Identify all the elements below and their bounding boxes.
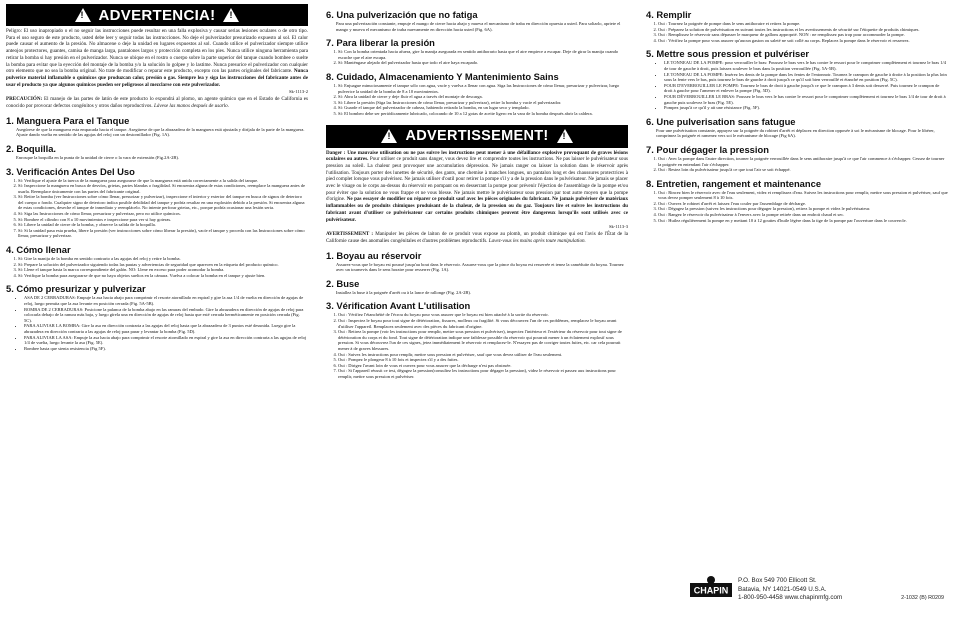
middle-column bbox=[326, 4, 628, 380]
bullet-item: • Bombee hasta que sienta resistencia (Fig 5F). bbox=[24, 346, 308, 352]
step-item: 1. Oui : Tournez la poignée de pompe dans le sens antihoraire et retirez la pompe. bbox=[658, 21, 948, 27]
step-item: 2. Oui : Inspectez le boyau pour tout signe de détérioration, fissures, molleux ou fragilité. Si vous découvrez l'un de ces problèmes, remplacez le boyau avant d'utiliser l'appareil. Remplacez seulement avec des pièces du fabricant d'origine. bbox=[338, 318, 628, 329]
spanish-warning-title: ADVERTENCIA! bbox=[98, 6, 216, 24]
bullet-list bbox=[6, 295, 308, 351]
section-heading: 1. Boyau au réservoir bbox=[326, 249, 422, 261]
step-item: 6. Oui : Dirigez l'avant loin de vous et ouvrez pour vous assurer que la décharge n'est pas obstruée. bbox=[338, 363, 628, 369]
step-item: 2. Sí: Inspeccione la manguera en busca de desvíos, grietas, partes blandas o fragilidad. Si encuentra alguna de estas condiciones, reemplace la manguera antes de usarla. Reemplace únicamente con las partes del fabricante original. bbox=[18, 183, 308, 194]
address-line-1: P.O. Box 549 700 Ellicott St. bbox=[738, 577, 817, 584]
bullet-item: • Pompez jusqu'à ce qu'il y ait une résistance (Fig. 5F). bbox=[664, 105, 948, 111]
numbered-steps bbox=[326, 49, 628, 66]
section-heading: 4. Remplir bbox=[646, 9, 692, 20]
spanish-warning-body: Peligro: El uso inapropiado o el no seguir las instrucciones puede resultar en una falla explosiva y causar serias lesiones oculares o de otro tipo. Para el uso seguro de este producto, usted debe leer y seguir todas las instrucciones. No deje el pulverizador presurizado expuesto al sol. El calor puede causar el aumento de la presión. No almacene o deje la unidad en lugares expuestos al sol. Cuando utilice el pulverizador siempre utilice anteojos protectores, guantes, camisa de manga larga, pantalones largos y protección completa en los pies. Nunca utilice ninguna herramienta para retirar la bomba si hay presión en el pulverizador. Nunca se ubique en el rostro o cuerpo sobre la parte superior del tanque cuando bombee o suelte la bomba para evitar que la eyección del montaje de la bomba y/o la solución lo golpee y lo lastime. Nunca presurice el pulverizador con cualquier otro elemento que no sea la bomba original. No trate de modificar o reparar este producto, excepto con las partes originales del fabricante. bbox=[6, 28, 308, 75]
section-heading: 1. Manguera Para el Tanque bbox=[6, 114, 130, 126]
step-item: 5. Oui : Huilez régulièrement la pompe en y mettant 10 à 12 gouttes d'huile légère dans la tige de la pompe par l'ouverture dans le couvercle. bbox=[658, 218, 948, 224]
spanish-column bbox=[6, 4, 308, 351]
section-heading: 5. Cómo presurizar y pulverizar bbox=[6, 283, 146, 295]
french-warning-bold: Ne pas essayer de modifier ou réparer ce produit sauf avec les pièces originales du fabricant. Ne jamais pulvériser de matériaux inflammables ou de produits chimiques produisant de la chaleur, de la pression ou du gaz. Toujours lire et suivre les instructions du fabricant avant d'utiliser ce pulvérisateur car certains produits chimiques peuvent être dangereux lorsqu'ils sont utilisés avec ce pulvérisateur. bbox=[326, 196, 628, 223]
section-heading: 6. Une pulverisation sans fatugue bbox=[646, 115, 796, 127]
phone-website: 1-800-950-4458 www.chapinmfg.com bbox=[738, 594, 843, 602]
section-heading: 2. Boquilla. bbox=[6, 142, 57, 154]
step-item: 4. Oui : Vérifiez la pompe pour vous assurer qu'aucun gaston ou saleté ne soit collé au corps. Replacez la pompe dans le réservoir et resserrez. bbox=[658, 38, 948, 44]
spanish-warning-text bbox=[6, 28, 308, 88]
spanish-precaution bbox=[6, 96, 308, 109]
precaution-text: El manejo de las partes de latón de este producto lo expondrá al plomo, un agente químico que en el Estado de California es conocido por provocar defectos congénitos y otros daños reproductivos. bbox=[6, 96, 308, 110]
step-item: 7. Oui : Si l'appareil réussit ce test, dégagez la pression(consultez les instructions pour dégager la pression), videz le réservoir et passez aux instructions pour remplir, mettre sous pression et pulvériser. bbox=[338, 368, 628, 379]
warning-triangle-icon bbox=[557, 129, 573, 143]
numbered-steps bbox=[6, 178, 308, 240]
step-item: 3. Sí: Libere la presión (Siga las Instrucciones de cómo llenar, presurizar y pulverizar), retire la bomba y vacíe el pulverizador. bbox=[338, 100, 628, 106]
french-column-continued bbox=[646, 4, 948, 223]
step-item: 3. Oui : Dégagez la pression (suivez les instructions pour dégager la pression), retirez la pompe et videz le pulvérisateur. bbox=[658, 206, 948, 212]
french-warning-lead: Danger : Une mauvaise utilisation ou ne pas suivre les instructions peut mener à une défaillance explosive provoquant de graves lésions oculaires ou autres. bbox=[326, 149, 628, 163]
bullet-item: • BOMBA DE 2 CERRADURAS: Posicione la palanca de la bomba abajo en las ranuras del embudo. Gire la abrazadera en dirección de agujas de reloj para colocarla debajo de la ranura más baja, y luego gírela una en dirección de agujas de reloj hasta que esté cerrada herméticamente en posición cerrada (Fig. 5C). bbox=[24, 307, 308, 324]
step-item: 1. Oui : Rincez bien le réservoir avec de l'eau seulement, videz et remplissez d'eau. Suivez les instructions pour remplir, mettre sous pression et pulvériser, sauf que vous devez pomper seulement 8 à 10 fois. bbox=[658, 190, 948, 201]
section-heading: 3. Vérification Avant L'utilisation bbox=[326, 300, 471, 312]
section-heading: 4. Cómo llenar bbox=[6, 244, 71, 256]
numbered-steps bbox=[646, 190, 948, 224]
bullet-item: • PARA ALIVIAR LA BOMBA: Gire la asa en dirección contraria a las agujas del reloj hasta que la abrazadera de 3 puntos esté desunida. Luego gire la abrazadera en dirección contraria a las agujas de reloj para parar y levantar la bomba (Fig. 5D). bbox=[24, 323, 308, 334]
warning-triangle-icon bbox=[75, 8, 91, 22]
french-sections bbox=[326, 250, 628, 380]
spanish-sections bbox=[6, 115, 308, 352]
step-item: 1. Sí: Verifique el ajuste de la tuerca de la manguera para asegurarse de que la manguera está unida correctamente a la salida del tanque. bbox=[18, 178, 308, 184]
section-heading: 7. Pour dégager la pression bbox=[646, 143, 769, 155]
spanish-sections-continued bbox=[326, 9, 628, 117]
french-avertissement bbox=[326, 231, 628, 244]
step-item: 4. Sí: Siga las Instrucciones de cómo llenar, presurizar y pulverizar, pero no utilice químicos. bbox=[18, 211, 308, 217]
spanish-warning-code: Sk-1113-2 bbox=[288, 89, 308, 95]
section-body: Asegúrese de que la manguera esta empacada hacia el tanque. Asegúrese de que la abrazadera de la manguera está ajustada y diríjala de la parte de la manguera. Ajuste dando vuelta en sentido de las agujas del reloj con un destornillador (Fig. 1A). bbox=[16, 126, 305, 138]
step-item: 2. Oui : Ouvrez le robinet d'arrêt et laissez l'eau couler par l'assemblage de décharge. bbox=[658, 201, 948, 207]
step-item: 3. Sí: Retire la bomba (ver Instrucciones sobre cómo llenar, presurizar y pulverizar), inspeccione el interior y exterior del tanque en busca de signos de deterioro del cuerpo o fondo. Cualquier signo de deterioro indica posible debilidad del tanque y podría resultar en una explosión debido a la presión. Si encuentra alguna de estas condiciones, deseche el tanque de inmediato y reemplácelo. No intente perforar grietas, etc., porque podría ocasionar una lesión seria. bbox=[18, 194, 308, 211]
bullet-list bbox=[646, 60, 948, 110]
section-heading: 3. Verificación Antes Del Uso bbox=[6, 165, 135, 177]
step-item: 5. Oui : Pompez le plongeur 8 à 10 fois et inspectez s'il y a des fuites. bbox=[338, 357, 628, 363]
avertissement-text: Manipuler les pièces de laiton de ce produit vous expose au plomb, un produit chimique qui est l'avis de l'État de la Californie cause des anomalies congénitales et d'autres problèmes reproductifs. bbox=[326, 231, 628, 244]
logo-brand: CHAPIN bbox=[693, 585, 729, 596]
step-item: 2. Sí: Abra la unidad de cierre y deje fluir el agua a través del montaje de descarga. bbox=[338, 94, 628, 100]
bullet-item: • POUR D'EVERROUILLER LE POMPE: Tournez le bras de droit à gauche jusqu'à ce que le crampon à 3 dents soit desserré. Puis tournez le crampon de droit à gauche pour l'amener et enlever la pompe (Fig. 5D). bbox=[664, 83, 948, 94]
warning-triangle-icon bbox=[223, 8, 239, 22]
avertissement-note: Lavez-vous les mains après toute manipulation. bbox=[488, 237, 586, 244]
step-item: 1. Oui : Avec la pompe dans l'autre direction, tourner la poignée verrouillée dans le sens antihoraire jusqu'à ce que l'air commence à s'échapper. Cessez de tourner la poignée en entendant l'air s'échapper. bbox=[658, 156, 948, 167]
step-item: 2. Oui : Préparez la solution de pulvérisation en suivant toutes les instructions et les avertissements de sécurité sur l'étiquette de produits chimiques. bbox=[658, 27, 948, 33]
french-warning-body: Pour utiliser ce produit sans danger, vous devez lire et comprendre toutes les instructions. Ne pas laisser le pulvérisateur sous pression au soleil. La chaleur peut provoquer une accumulation dépression. Ne jamais ranger ou laisser la solution dans le réservoir après l'utilisation. Toujours porter des lunettes de sécurité, des gants, une chemise à manches longues, un pantalon long et des chaussures protectrices à pied complet lorsque vous pulvérisez. Ne jamais utiliser d'outil pour retirer la pompe s'il y a de la pression dans le pulvérisateur. Ne jamais se placer avec le visage ou le corps au-dessus du réservoir en pompant ou en desserrant la pompe pour prévenir l'éjection de l'assemblage de la pompe et/ou pour éviter que la solution ne vous frappe et ne vous blesse. Ne jamais mettre le pulvérisateur sous pression par tout autre moyen que la pompe d'origine. bbox=[326, 156, 628, 203]
bullet-item: • POUR DÉVERROUILLER LE BRAS: Poussez le bras vers le bas contre le ressort pour le comprimer complètement et tournez le bras 1/4 de tour de droit à gauche puis soulevez le bras (Fig. 5E). bbox=[664, 94, 948, 105]
section-body: Para una pulverización constante, empuje el mango de cierre hacia abajo y mueva el mecanismo de traba en dirección opuesta a usted. Para soltarlo, apriete el mango y mueva el mecanismo de traba nuevamente en dirección hacia usted (Fig. 6A). bbox=[336, 21, 621, 32]
step-item: 4. Sí: Verifique la bomba para asegurarse de que no haya objetos sueltos en la cámara. Vuelva a colocar la bomba en el tanque y ajuste bien. bbox=[18, 273, 308, 279]
precaution-label: PRECAUCIÓN: bbox=[6, 96, 43, 103]
step-item: 3. Sí: Llene el tanque hasta la marca correspondiente del galón. NO: Llene en exceso para poder acomodar la bomba. bbox=[18, 267, 308, 273]
section-heading: 6. Una pulverización que no fatiga bbox=[326, 9, 478, 20]
french-warning-title: ADVERTISSEMENT! bbox=[405, 128, 549, 145]
numbered-steps bbox=[646, 156, 948, 173]
numbered-steps bbox=[326, 83, 628, 117]
step-item: 2. Oui : Restez loin du pulvérisateur jusqu'à ce que tout l'air se soit échappé. bbox=[658, 167, 948, 173]
numbered-steps bbox=[646, 21, 948, 43]
chapin-logo bbox=[690, 575, 732, 603]
warning-triangle-icon bbox=[381, 129, 397, 143]
step-item: 1. Sí: Con la bomba orientada hacia afuera, gire la manija asegurada en sentido antihorario hasta que el aire empiece a escapar. Deje de girar la manija cuando escuche que el aire escapa. bbox=[338, 49, 628, 60]
bullet-item: • ASA DE 2 CERRADURAS: Empuje la asa hacia abajo para comprimir el resorte atornillado en espiral y gire la asa 1/4 de vuelta en dirección de agujas de reloj, luego permita que la asa levante en posición cerrada (Fig. 5A-5B). bbox=[24, 295, 308, 306]
step-item: 3. Oui : Remplissez le réservoir sans dépasser le marqueur de gallons approprié. NON : ne remplissez pas trop pour accommoder la pompe. bbox=[658, 32, 948, 38]
step-item: 4. Oui : Suivez les instructions pour remplir, mettre sous pression et pulvériser, sauf que vous devez utiliser de l'eau seulement. bbox=[338, 352, 628, 358]
french-sections-continued bbox=[646, 9, 948, 223]
form-number: 2-1032 (B) R0209 bbox=[901, 595, 944, 601]
numbered-steps bbox=[326, 312, 628, 379]
section-heading: 2. Buse bbox=[326, 277, 360, 289]
step-item: 6. Sí: Libere la unidad de cierre de la bomba, y observe la salida de la boquilla. bbox=[18, 222, 308, 228]
spanish-warning-bold: Nunca pulverice material inflamable o químicos que produzcan calor, presión o gas. Siempre lea y siga las instrucciones del fabricante antes de usar el producto ya que algunos químicos pueden ser peligrosos al mezclarse con este pulverizador. bbox=[6, 68, 308, 88]
section-body: Assurez-vous que le boyau est poussé jusqu'au bout dans le réservoir. Assurez-vous que la pince du boyau est resserrée et tenez la caméduite du boyau. Tournez avec un tournevis dans le sens horaire pour resserrer (Fig. 1A). bbox=[336, 261, 624, 273]
step-item: 4. Sí: Guarde el tanque del pulverizador de cabeza, habiendo retirado la bomba, en un lugar seco y templado. bbox=[338, 105, 628, 111]
spanish-warning-banner bbox=[6, 4, 308, 26]
french-warning-banner bbox=[326, 125, 628, 148]
step-item: 7. Sí: Si la unidad pasa esta prueba, libere la presión (ver instrucciones sobre cómo liberar la presión), vacíe el tanque y proceda con las Instrucciones sobre cómo llenar, presurizar y pulverizar. bbox=[18, 228, 308, 239]
section-heading: 5. Mettre sous pression et pulvériser bbox=[646, 48, 810, 60]
section-heading: 8. Entretien, rangement et maintenance bbox=[646, 177, 822, 189]
step-item: 2. Sí: Prepare la solución del pulverizador siguiendo todas las pautas y advertencias de seguridad que aparecen en la etiqueta del producto químico. bbox=[18, 262, 308, 268]
step-item: 1. Sí: Enjuague minuciosamente el tanque sólo con agua, vacíe y vuelva a llenar con agua. Siga las Instrucciones de cómo llenar, presurizar y pulverizar, luego pulverice la unidad de la bomba de 8 a 10 movimientos. bbox=[338, 83, 628, 94]
step-item: 2. Sí: Manténgase alejado del pulverizador hasta que todo el aire haya escapado. bbox=[338, 60, 628, 66]
step-item: 1. Oui : Vérifiez l'étanchéité de l'écrou du boyau pour vous assurer que le boyau est bien attaché à la sortie du réservoir. bbox=[338, 312, 628, 318]
french-warning-text bbox=[326, 150, 628, 224]
bullet-item: • LE TONNEAU DE LA POMPE: Insérez les dents de la pompe dans les fentes de l'entonnoir. Tournez le crampon de gauche à droite à la position la plus loin sous la fente vers le bas, puis tournez le bras de gauche à droit jusqu'à ce qu'il soit bien verrouillé et étanché en position (Fig. 5C). bbox=[664, 72, 948, 83]
company-address bbox=[738, 577, 842, 603]
step-item: 4. Oui : Rangez le réservoir du pulvérisateur à l'envers avec la pompe retirée dans un endroit chaud et sec. bbox=[658, 212, 948, 218]
bullet-item: • PARA ALIVIAR LA ASA: Empuje la asa hacia abajo para comprimir el resorte atornillado en espiral y gire la asa en dirección contraria a las agujas de reloj 1/4 de vuelta, luego levante la asa (Fig. 5E). bbox=[24, 335, 308, 346]
bullet-item: • LE TONNEAU DE LA POMPE: pour verrouiller le bras: Poussez le bras vers le bas contre le ressort pour le comprimer complètement et tournez le bras 1/4 de tour de gauche à droit, puis laissez soulever le bras dans la position verrouillée (Fig. 5A-5B). bbox=[664, 60, 948, 71]
numbered-steps bbox=[6, 256, 308, 278]
section-body: Enrosque la boquilla en la punta de la unidad de cierre o la vara de extensión (Fig.2A-2B). bbox=[16, 154, 179, 160]
address-line-2: Batavia, NY 14021-0549 U.S.A. bbox=[738, 585, 827, 593]
step-item: 5. Sí: El bombeo debe ser periódicamente lubricado, colocando de 10 a 12 gotas de aceite ligero en la vara de la bomba después abrir la caldera. bbox=[338, 111, 628, 117]
avertissement-label: AVERTISSEMENT : bbox=[326, 231, 374, 238]
french-warning-code: Sk-1113-3 bbox=[608, 224, 628, 230]
section-heading: 8. Cuidado, Almacenamiento Y Mantenimiento Sains bbox=[326, 70, 559, 82]
section-heading: 7. Para liberar la presión bbox=[326, 37, 435, 49]
step-item: 5. Sí: Bombee el cilindro con 8 a 10 movimientos e inspeccione para ver si hay goteras. bbox=[18, 217, 308, 223]
step-item: 1. Sí: Gire la manija de la bomba en sentido contrario a las agujas del reloj y retire la bomba. bbox=[18, 256, 308, 262]
section-body: Pour une pulvérisation constante, appuyez sur la poignée du robinet d'arrêt et déplacez en direction opposée à soi le mécanisme de blocage. Pour le libérer, comprimez la poignée et ramenez vers soi le mécanisme de blocage (Fig 6A). bbox=[656, 127, 935, 139]
precaution-note: Lávese las manos después de usarlo. bbox=[153, 103, 229, 110]
step-item: 3. Oui : Retirez la pompe (voir les instructions pour remplir, mettre sous pression et pulvériser), inspectez l'intérieur et l'extérieur du réservoir pour tout signe de détérioration du corps et du fond. Tout signe de détérioration indique une faiblesse possible du réservoir qui pourrait mener à un éclatement explosif sous pression. Si vous découvrez l'un de ces signes, jetez immédiatement le réservoir et remplacez-le. N'essayez pas de corriger toutes fuites, etc. car cela pourrait mener à de graves blessures. bbox=[338, 329, 628, 351]
section-body: Installez la buse à la poignée d'arrêt ou à la lance de rallonge (Fig. 2A-2B). bbox=[336, 289, 472, 295]
